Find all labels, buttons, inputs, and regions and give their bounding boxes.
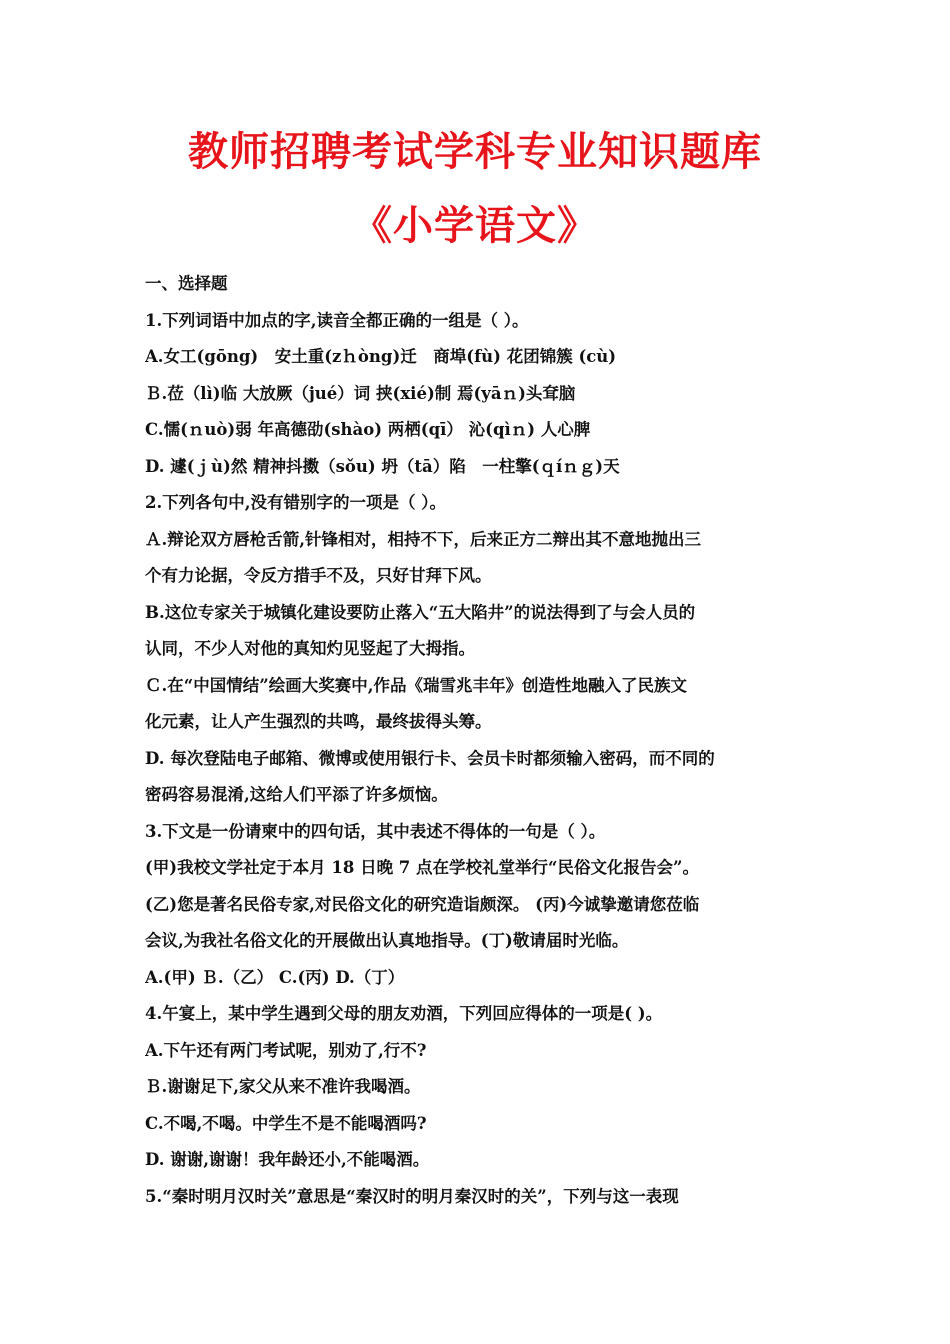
- question-1-option-a: A.女工(gōng) 安土重(zｈòng)迁 商埠(fù) 花团锦簇 (cù): [145, 347, 617, 366]
- question-1-option-c: C.懦(ｎuò)弱 年高德劭(shào) 两栖(qī） 沁(qìｎ) 人心脾: [145, 420, 591, 439]
- question-1-stem: 1.下列词语中加点的字,读音全都正确的一组是（ ）。: [145, 310, 529, 330]
- question-4-option-c: C.不喝,不喝。中学生不是不能喝酒吗?: [145, 1113, 427, 1133]
- question-2-option-c-line-1: Ｃ.在“中国情结”绘画大奖赛中,作品《瑞雪兆丰年》创造性地融入了民族文: [145, 675, 687, 695]
- question-2-option-d-line-1: D. 每次登陆电子邮箱、微博或使用银行卡、会员卡时都须输入密码，而不同的: [145, 748, 715, 768]
- document-title: 教师招聘考试学科专业知识题库: [188, 128, 762, 175]
- document-subtitle: 《小学语文》: [352, 202, 598, 249]
- section-heading: 一、选择题: [145, 274, 228, 293]
- question-1-option-d: D. 遽(ｊù)然 精神抖擞（sǒu) 坍（tā）陷 一柱擎(ｑíｎｇ)天: [145, 456, 620, 476]
- question-2-option-a-line-2: 个有力论据，令反方措手不及，只好甘拜下风。: [145, 566, 492, 585]
- question-3-passage-line-3: 会议,为我社名俗文化的开展做出认真地指导。(丁)敬请届时光临。: [145, 931, 629, 950]
- question-3-stem: 3.下文是一份请柬中的四句话，其中表述不得体的一句是（ ）。: [145, 821, 606, 841]
- question-2-option-b-line-1: B.这位专家关于城镇化建设要防止落入“五大陷井”的说法得到了与会人员的: [145, 602, 696, 622]
- question-3-passage-line-1: (甲)我校文学社定于本月 18 日晚 7 点在学校礼堂举行“民俗文化报告会”。: [145, 858, 700, 877]
- question-2-stem: 2.下列各句中,没有错别字的一项是（ ）。: [145, 493, 446, 512]
- question-2-option-c-line-2: 化元素，让人产生强烈的共鸣，最终拔得头筹。: [145, 712, 492, 731]
- question-text: [145, 266, 810, 1215]
- question-1-option-b: Ｂ.莅（lì)临 大放厥（jué）词 挟(xié)制 焉(yāｎ)头耷脑: [145, 383, 576, 403]
- question-4-option-a: A.下午还有两门考试呢，别劝了,行不?: [145, 1040, 427, 1060]
- question-5-stem: 5.“秦时明月汉时关”意思是“秦汉时的明月秦汉时的关”，下列与这一表现: [145, 1186, 679, 1206]
- question-4-option-b: Ｂ.谢谢足下,家父从来不准许我喝酒。: [145, 1077, 421, 1096]
- question-4-option-d: D. 谢谢,谢谢！我年龄还小,不能喝酒。: [145, 1150, 430, 1169]
- question-4-stem: 4.午宴上，某中学生遇到父母的朋友劝酒，下列回应得体的一项是( )。: [145, 1004, 663, 1023]
- question-2-option-d-line-2: 密码容易混淆,这给人们平添了许多烦恼。: [145, 785, 448, 804]
- question-2-option-b-line-2: 认同，不少人对他的真知灼见竖起了大拇指。: [145, 639, 475, 658]
- question-3-passage-line-2: (乙)您是著名民俗专家,对民俗文化的研究造诣颇深。 (丙)今诚挚邀请您莅临: [145, 894, 700, 914]
- question-2-option-a-line-1: Ａ.辩论双方唇枪舌箭,针锋相对，相持不下，后来正方二辩出其不意地抛出三: [145, 529, 701, 549]
- question-3-options: A.(甲) Ｂ.（乙） C.(丙) D.（丁）: [145, 967, 405, 987]
